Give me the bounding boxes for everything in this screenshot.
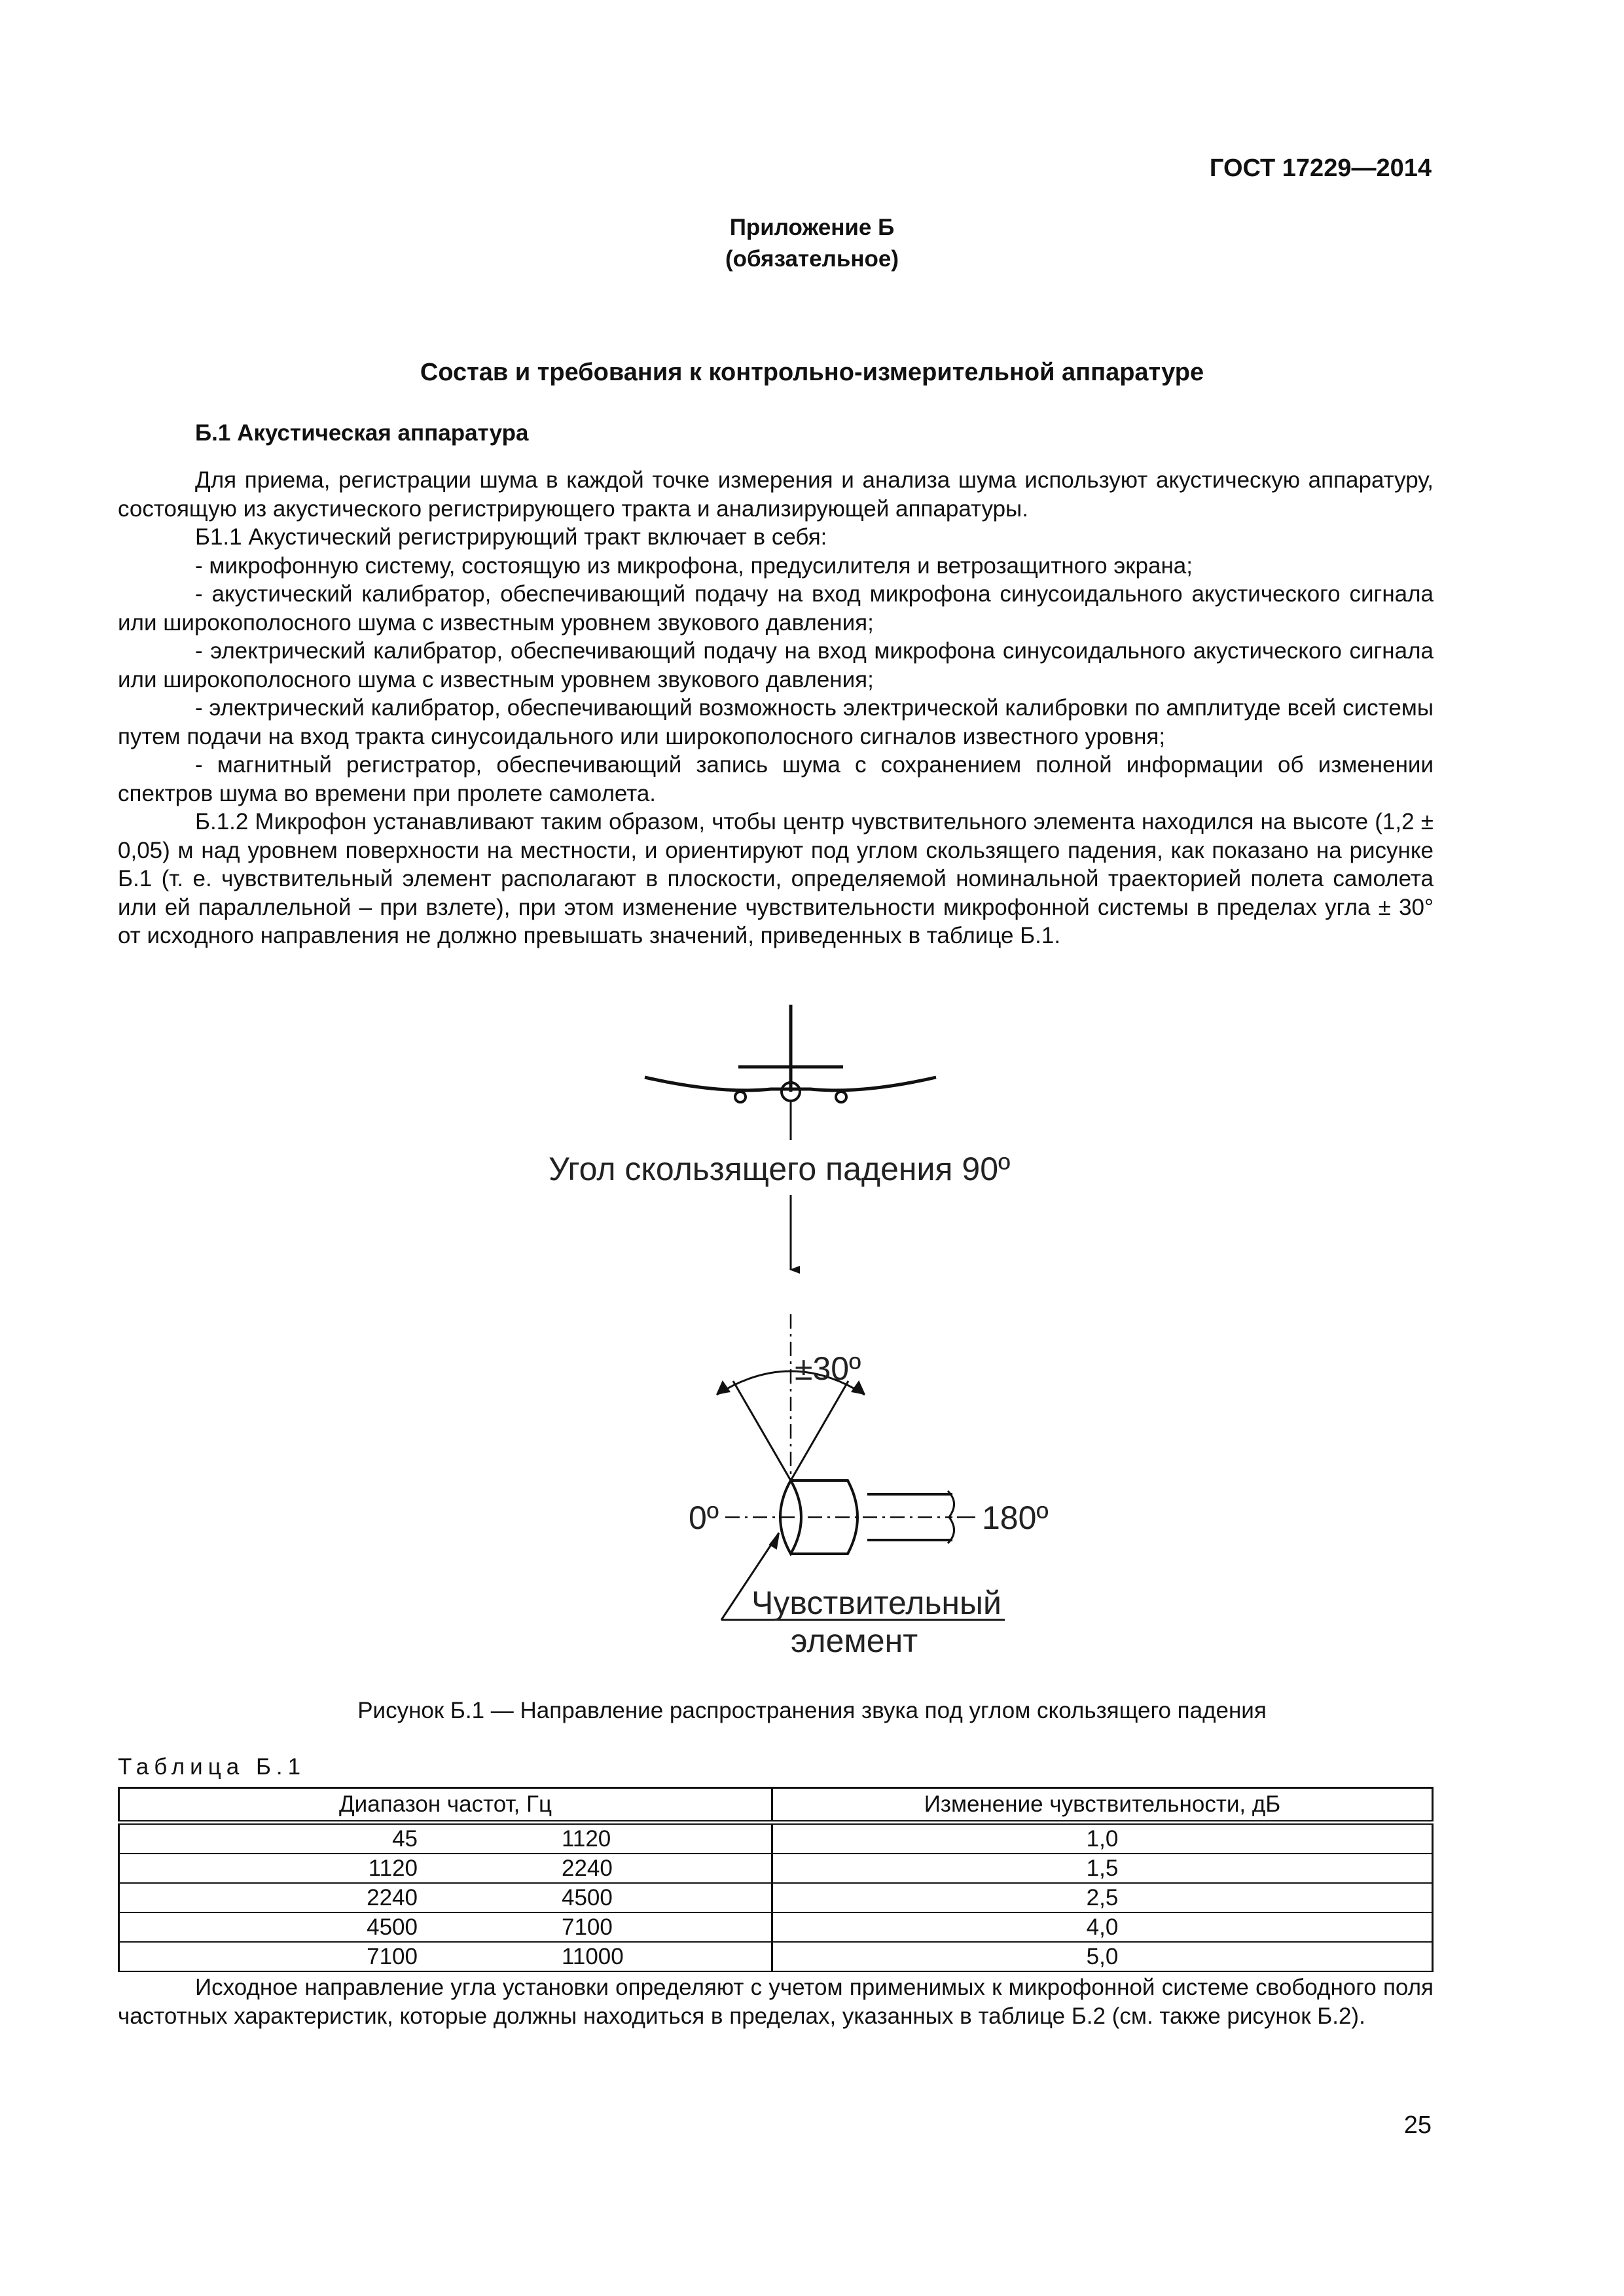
range-to: 11000 <box>562 1944 624 1969</box>
range-to: 7100 <box>562 1914 613 1940</box>
list-item: - электрический калибратор, обеспечивающий возможность электрической калибровки по амплитуде всей системы путем подачи на вход тракта синусоидального или широкополосного сигналов известного уровня; <box>118 695 1434 749</box>
paragraph: Для приема, регистрации шума в каждой точке измерения и анализа шума используют акустическую аппаратуру, состоящую из акустического регистрирующего тракта и анализирующей аппаратуры. <box>118 467 1434 522</box>
aircraft-right-engine <box>836 1092 846 1102</box>
table-row <box>119 1942 1433 1971</box>
table-row <box>119 1854 1433 1883</box>
range-from: 1120 <box>368 1856 418 1881</box>
range-cell <box>119 1854 772 1883</box>
aircraft-left-engine <box>735 1092 746 1102</box>
appendix-title: Приложение Б <box>729 215 895 240</box>
table-row <box>119 1883 1433 1912</box>
cone-arc-arrow-left <box>717 1382 730 1395</box>
standard-number: ГОСТ 17229—2014 <box>1209 154 1432 182</box>
header-frequency-range: Диапазон частот, Гц <box>119 1788 772 1823</box>
change-cell: 2,5 <box>772 1883 1433 1912</box>
appendix-kind: (обязательное) <box>725 246 899 272</box>
list-item: - акустический калибратор, обеспечивающий подачу на вход микрофона синусоидального акустического сигнала или широкополосного шума с известным уровнем звукового давления; <box>118 581 1434 636</box>
section-heading: Б.1 Акустическая аппаратура <box>195 420 529 446</box>
paragraph: Исходное направление угла установки определяют с учетом применимых к микрофонной системе свободного поля частотных характеристик, которые должны находиться в пределах, указанных в таблице Б.2 (см. также рисунок Б.2). <box>118 1975 1434 2029</box>
range-cell <box>119 1883 772 1912</box>
element-label-line2: элемент <box>791 1623 918 1659</box>
range-cell <box>119 1823 772 1854</box>
closing-text <box>118 1973 1434 2030</box>
range-to: 4500 <box>562 1885 613 1910</box>
table-header-row <box>119 1788 1433 1823</box>
range-cell <box>119 1912 772 1942</box>
figure-caption: Рисунок Б.1 — Направление распространения звука под углом скользящего падения <box>357 1698 1267 1723</box>
range-to: 1120 <box>562 1826 611 1852</box>
cone-left-edge <box>733 1381 791 1480</box>
header-sensitivity-change: Изменение чувствительности, дБ <box>772 1788 1433 1823</box>
range-to: 2240 <box>562 1856 613 1881</box>
range-from: 7100 <box>367 1944 418 1969</box>
element-pointer-head <box>770 1533 779 1549</box>
table-row <box>119 1823 1433 1854</box>
main-title: Состав и требования к контрольно-измерительной аппаратуре <box>420 359 1204 386</box>
list-item: - магнитный регистратор, обеспечивающий запись шума с сохранением полной информации об изменении спектров шума во времени при пролете самолета. <box>118 752 1434 806</box>
range-cell <box>119 1942 772 1971</box>
angle-label: ±30º <box>795 1350 861 1387</box>
table-label: Таблица Б.1 <box>118 1754 306 1780</box>
table-row <box>119 1912 1433 1942</box>
cone-right-edge <box>791 1381 848 1480</box>
deg-180-label: 180º <box>982 1499 1049 1536</box>
zero-deg-label: 0º <box>689 1499 719 1536</box>
range-from: 45 <box>392 1826 418 1852</box>
change-cell: 1,5 <box>772 1854 1433 1883</box>
incidence-label: Угол скользящего падения 90º <box>549 1151 1011 1187</box>
paragraph: Б.1.2 Микрофон устанавливают таким образом, чтобы центр чувствительного элемента находился на высоте (1,2 ± 0,05) м над уровнем поверхности на местности, и ориентируют под углом скользящего падения, как показано на рисунке Б.1 (т. е. чувствительный элемент располагают в плоскости, определяемой номинальной траекторией полета самолета или ей параллельной – при взлете), при этом изменение чувствительности микрофонной системы в пределах угла ± 30° от исходного направления не должно превышать значений, приведенных в таблице Б.1. <box>118 809 1434 948</box>
sensitivity-table <box>118 1787 1434 1972</box>
range-from: 2240 <box>367 1885 418 1910</box>
element-label-line1: Чувствительный <box>751 1585 1001 1621</box>
change-cell: 4,0 <box>772 1912 1433 1942</box>
paragraph: Б1.1 Акустический регистрирующий тракт включает в себя: <box>195 524 827 550</box>
page-number: 25 <box>1403 2111 1432 2139</box>
list-item: - электрический калибратор, обеспечивающий подачу на вход микрофона синусоидального акустического сигнала или широкополосного шума с известным уровнем звукового давления; <box>118 638 1434 692</box>
list-item: - микрофонную систему, состоящую из микрофона, предусилителя и ветрозащитного экрана; <box>195 552 1193 579</box>
range-from: 4500 <box>367 1914 418 1940</box>
change-cell: 1,0 <box>772 1823 1433 1854</box>
change-cell: 5,0 <box>772 1942 1433 1971</box>
